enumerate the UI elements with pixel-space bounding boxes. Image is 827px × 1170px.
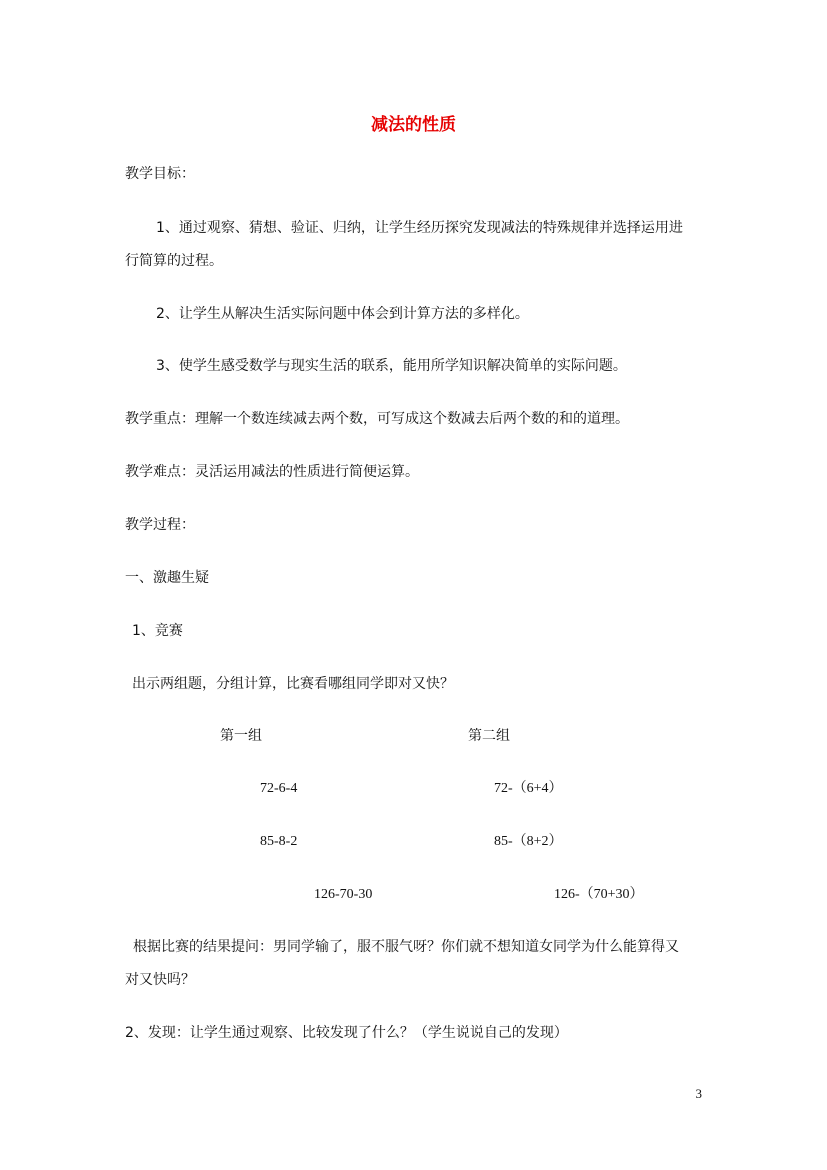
- question-line-2: 对又快吗？: [125, 972, 195, 988]
- group-2-problem: 72-（6+4）: [494, 781, 563, 796]
- group-1-problem: 85-8-2: [260, 834, 298, 849]
- key-point: 教学重点：理解一个数连续减去两个数，可写成这个数减去后两个数的和的道理。: [125, 411, 629, 427]
- document-title: 减法的性质: [371, 115, 456, 135]
- goal-1-line-2: 行简算的过程。: [125, 253, 223, 269]
- goal-3: 3、使学生感受数学与现实生活的联系，能用所学知识解决简单的实际问题。: [156, 358, 627, 374]
- process-heading: 教学过程：: [125, 517, 195, 533]
- goals-heading: 教学目标：: [125, 166, 195, 182]
- step-2: 2、发现：让学生通过观察、比较发现了什么？（学生说说自己的发现）: [125, 1025, 568, 1041]
- group-1-label: 第一组: [220, 728, 262, 744]
- group-2-label: 第二组: [468, 728, 510, 744]
- step-1-heading: 1、竞赛: [132, 623, 183, 639]
- group-1-problem: 72-6-4: [260, 781, 298, 796]
- group-1-problem: 126-70-30: [314, 887, 373, 902]
- step-1-description: 出示两组题，分组计算，比赛看哪组同学即对又快？: [132, 676, 454, 692]
- section-1-heading: 一、激趣生疑: [125, 570, 209, 586]
- group-2-problem: 126-（70+30）: [554, 887, 644, 902]
- difficulty: 教学难点：灵活运用减法的性质进行简便运算。: [125, 464, 419, 480]
- goal-1-line-1: 1、通过观察、猜想、验证、归纳，让学生经历探究发现减法的特殊规律并选择运用进: [156, 220, 683, 236]
- question-line-1: 根据比赛的结果提问：男同学输了，服不服气呀？你们就不想知道女同学为什么能算得又: [133, 939, 679, 955]
- page-number: 3: [695, 1086, 702, 1101]
- group-2-problem: 85-（8+2）: [494, 834, 563, 849]
- goal-2: 2、让学生从解决生活实际问题中体会到计算方法的多样化。: [156, 306, 529, 322]
